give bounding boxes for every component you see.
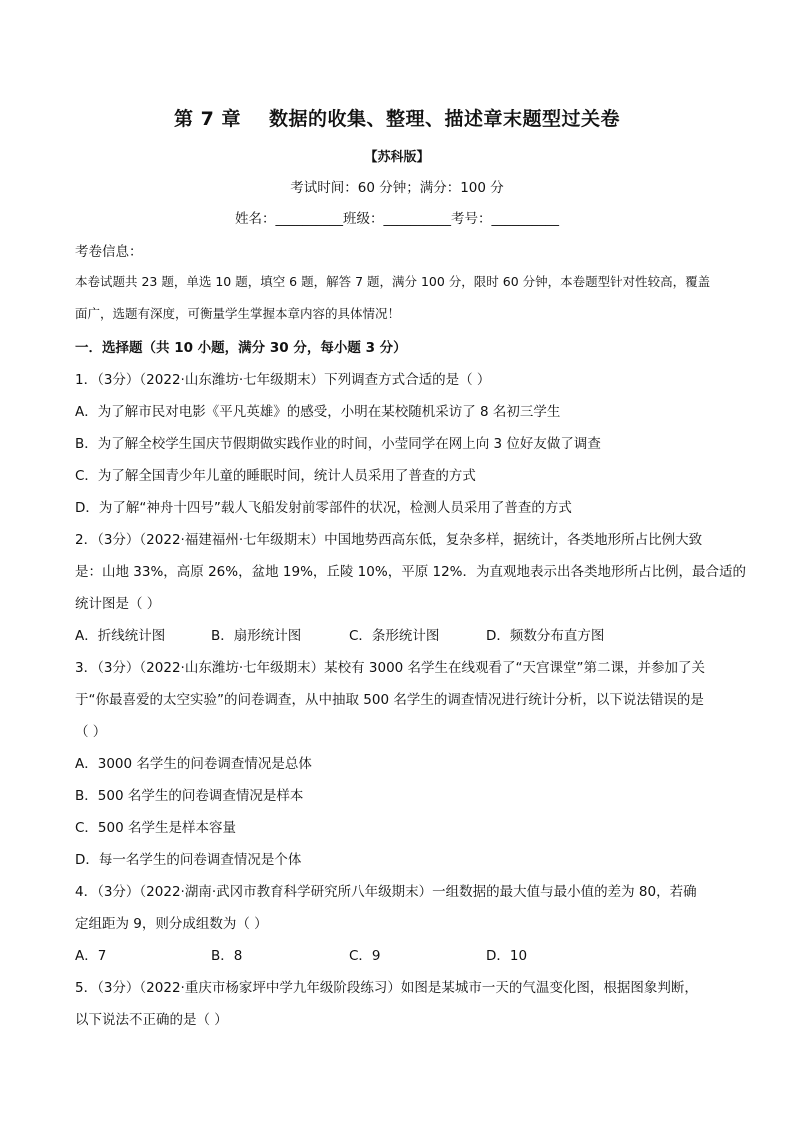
question-1-option-d: D．为了解“神舟十四号”载人飞船发射前零部件的状况，检测人员采用了普查的方式 [75,500,572,516]
question-1-option-a: A．为了解市民对电影《平凡英雄》的感受，小明在某校随机采访了 8 名初三学生 [75,404,561,420]
page-title [0,104,794,131]
question-3-stem-line-2: 于“你最喜爱的太空实验”的问卷调查，从中抽取 500 名学生的调查情况进行统计分析，以下说法错误的是 [75,692,704,708]
question-2-stem-line-1: 2．（3分）（2022·福建福州·七年级期末）中国地势西高东低，复杂多样，据统计，各类地形所占比例大致 [75,532,703,548]
edition-label: 【苏科版】 [364,150,430,165]
student-info-fields: 姓名：__________班级：__________考号：__________ [235,211,559,227]
question-1-option-c: C．为了解全国青少年儿童的睡眠时间，统计人员采用了普查的方式 [75,468,476,484]
question-3-option-d: D．每一名学生的问卷调查情况是个体 [75,852,302,868]
question-4-option-a: A．7 [75,948,107,964]
question-4-option-d: D．10 [486,948,528,964]
exam-info-label: 考卷信息： [75,244,143,260]
question-4-option-b: B．8 [211,948,243,964]
question-2-option-c: C．条形统计图 [349,628,440,644]
question-2-stem-line-3: 统计图是（ ） [75,596,161,612]
question-3-option-c: C．500 名学生是样本容量 [75,820,236,836]
exam-time: 考试时间：60 分钟；满分：100 分 [290,180,504,196]
question-3-option-b: B．500 名学生的问卷调查情况是样本 [75,788,304,804]
question-3-option-a: A．3000 名学生的问卷调查情况是总体 [75,756,312,772]
question-3-stem-line-3: （ ） [75,724,107,740]
question-4-stem-line-2: 定组距为 9，则分成组数为（ ） [75,916,268,932]
exam-info-line-2: 面广，选题有深度，可衡量学生掌握本章内容的具体情况！ [75,306,401,321]
question-1-option-b: B．为了解全校学生国庆节假期做实践作业的时间，小莹同学在网上向 3 位好友做了调查 [75,436,601,452]
exam-info-line-1: 本卷试题共 23 题，单选 10 题，填空 6 题，解答 7 题，满分 100 分，限时 60 分钟，本卷题型针对性较高，覆盖 [75,274,711,289]
question-5-stem-line-1: 5．（3分）（2022·重庆市杨家坪中学九年级阶段练习）如图是某城市一天的气温变化图，根据图象判断， [75,980,698,996]
chapter-number: 第 7 章 [174,108,241,130]
section-heading: 一．选择题（共 10 小题，满分 30 分，每小题 3 分） [75,340,407,356]
question-2-option-a: A．折线统计图 [75,628,166,644]
question-2-stem-line-2: 是：山地 33%，高原 26%，盆地 19%，丘陵 10%，平原 12%．为直观地表示出各类地形所占比例，最合适的 [75,564,746,580]
question-4-option-c: C．9 [349,948,381,964]
question-2-option-d: D．频数分布直方图 [486,628,605,644]
question-1-stem: 1．（3分）（2022·山东潍坊·七年级期末）下列调查方式合适的是（ ） [75,372,491,388]
question-4-stem-line-1: 4．（3分）（2022·湖南·武冈市教育科学研究所八年级期末）一组数据的最大值与最小值的差为 80，若确 [75,884,697,900]
question-3-stem-line-1: 3．（3分）（2022·山东潍坊·七年级期末）某校有 3000 名学生在线观看了“天宫课堂”第二课，并参加了关 [75,660,706,676]
chapter-title: 数据的收集、整理、描述章末题型过关卷 [268,108,620,130]
question-5-stem-line-2: 以下说法不正确的是（ ） [75,1012,228,1028]
question-2-option-b: B．扇形统计图 [211,628,302,644]
